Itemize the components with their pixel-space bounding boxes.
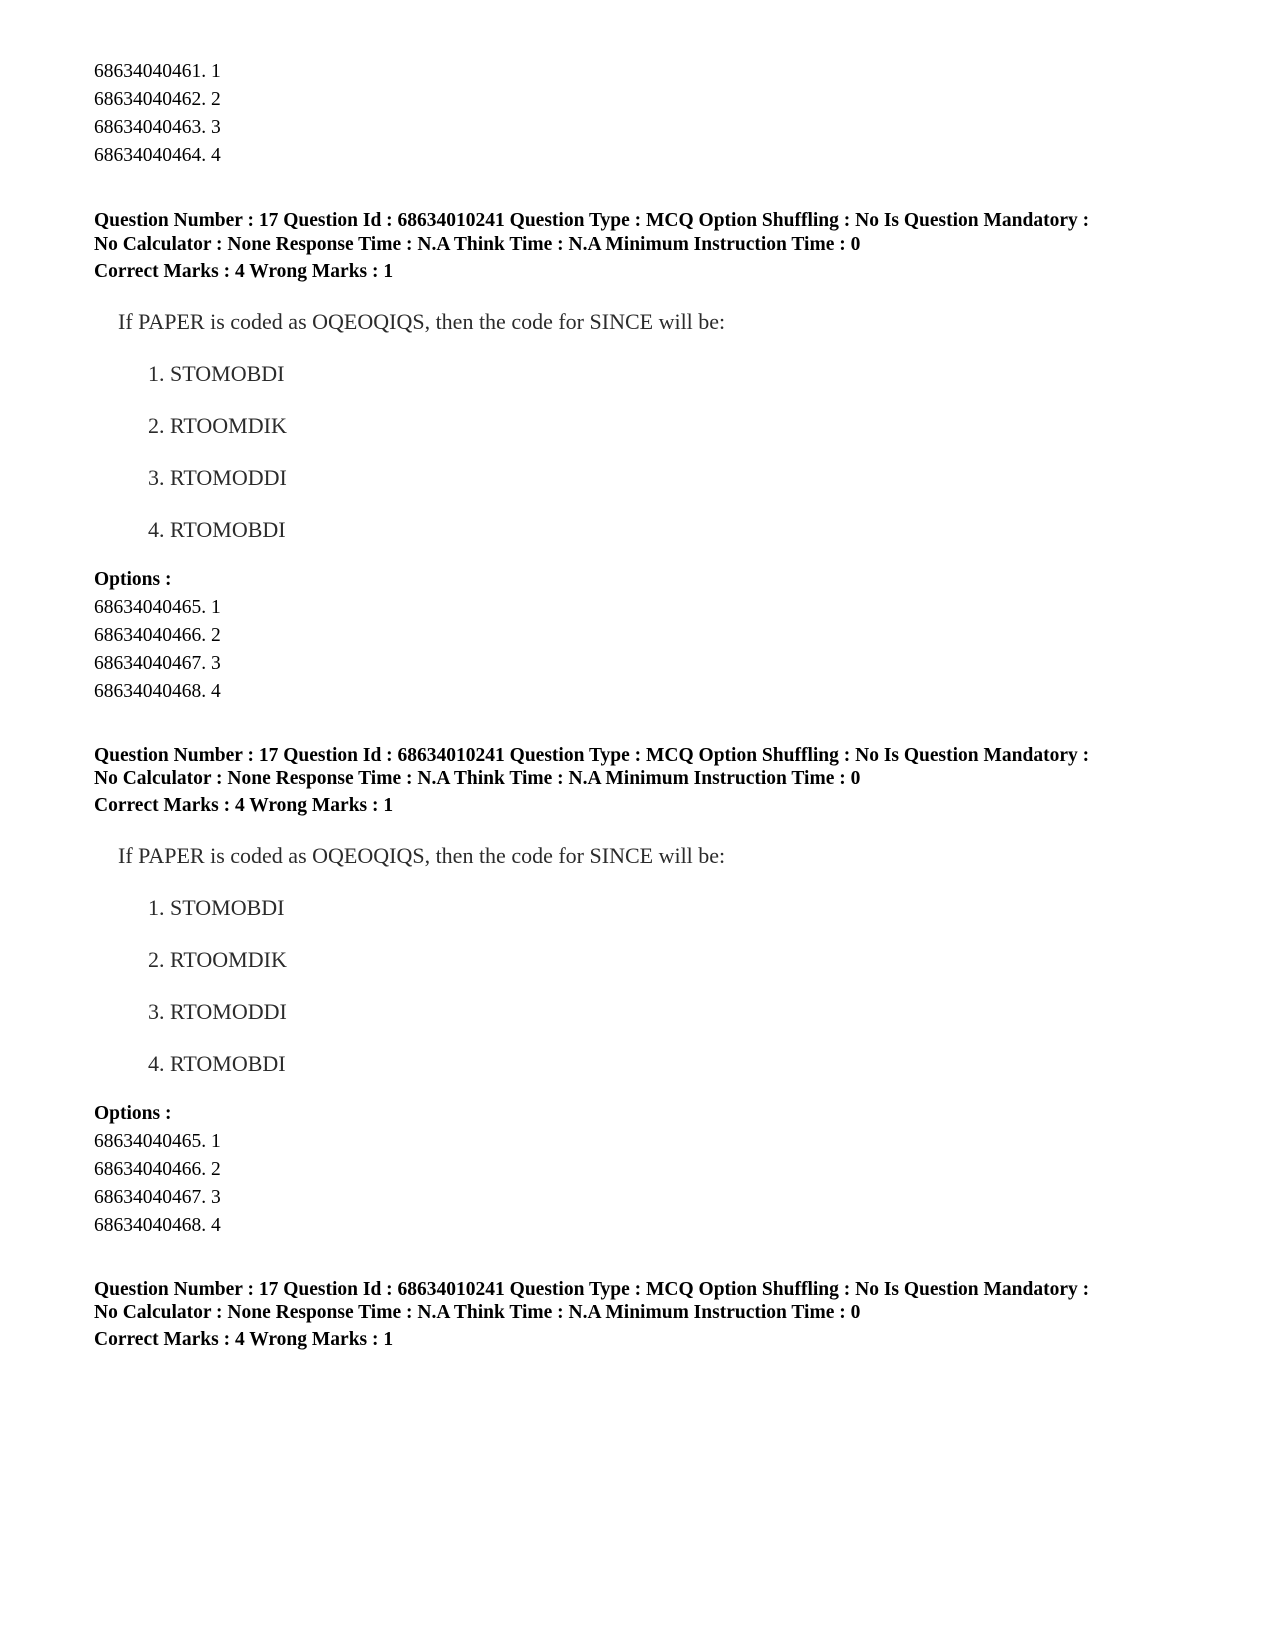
question-choice: 3. RTOMODDI — [148, 999, 287, 1024]
question-choice: 1. STOMOBDI — [148, 895, 285, 920]
question-marks: Correct Marks : 4 Wrong Marks : 1 — [94, 1329, 394, 1350]
question-header-line1: Question Number : 17 Question Id : 68634010241 Question Type : MCQ Option Shuffling : No Is Question Mandatory : — [94, 1279, 1090, 1300]
question-choice: 2. RTOOMDIK — [148, 413, 287, 438]
option-line: 68634040468. 4 — [94, 681, 221, 702]
option-line: 68634040465. 1 — [94, 597, 221, 618]
option-line: 68634040461. 1 — [94, 61, 221, 82]
option-line: 68634040465. 1 — [94, 1131, 221, 1152]
options-label: Options : — [94, 569, 172, 590]
question-header-line2: No Calculator : None Response Time : N.A Think Time : N.A Minimum Instruction Time : 0 — [94, 234, 861, 255]
question-header-line1: Question Number : 17 Question Id : 68634010241 Question Type : MCQ Option Shuffling : No Is Question Mandatory : — [94, 210, 1090, 231]
question-choice: 4. RTOMOBDI — [148, 1051, 286, 1076]
question-choice: 4. RTOMOBDI — [148, 517, 286, 542]
question-text: If PAPER is coded as OQEOQIQS, then the code for SINCE will be: — [118, 843, 726, 868]
question-choice: 1. STOMOBDI — [148, 361, 285, 386]
question-marks: Correct Marks : 4 Wrong Marks : 1 — [94, 261, 394, 282]
question-header-line2: No Calculator : None Response Time : N.A Think Time : N.A Minimum Instruction Time : 0 — [94, 768, 861, 789]
question-text: If PAPER is coded as OQEOQIQS, then the code for SINCE will be: — [118, 309, 726, 334]
option-line: 68634040467. 3 — [94, 1187, 221, 1208]
option-line: 68634040463. 3 — [94, 117, 221, 138]
question-header-line1: Question Number : 17 Question Id : 68634010241 Question Type : MCQ Option Shuffling : No Is Question Mandatory : — [94, 745, 1090, 766]
option-line: 68634040468. 4 — [94, 1215, 221, 1236]
option-line: 68634040462. 2 — [94, 89, 221, 110]
question-choice: 3. RTOMODDI — [148, 465, 287, 490]
question-header-line2: No Calculator : None Response Time : N.A Think Time : N.A Minimum Instruction Time : 0 — [94, 1302, 861, 1323]
option-line: 68634040464. 4 — [94, 145, 221, 166]
option-line: 68634040467. 3 — [94, 653, 221, 674]
question-marks: Correct Marks : 4 Wrong Marks : 1 — [94, 795, 394, 816]
option-line: 68634040466. 2 — [94, 625, 221, 646]
options-label: Options : — [94, 1103, 172, 1124]
question-choice: 2. RTOOMDIK — [148, 947, 287, 972]
option-line: 68634040466. 2 — [94, 1159, 221, 1180]
